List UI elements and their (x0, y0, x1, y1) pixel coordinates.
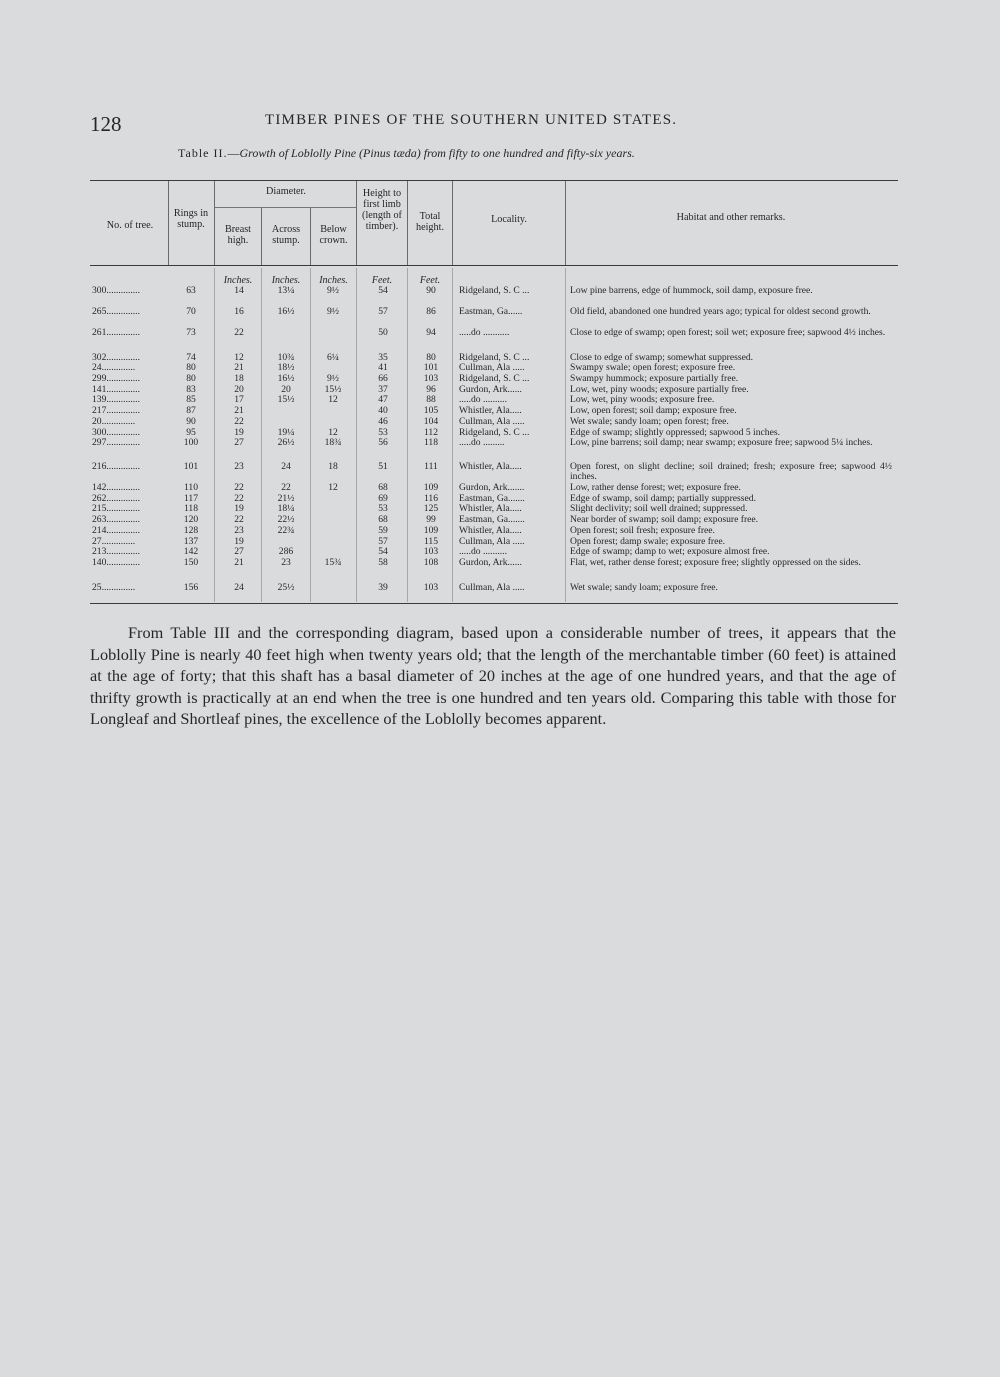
cell-rings: 150 (183, 557, 199, 568)
column-divider (261, 268, 262, 602)
tree-number: 141 (92, 384, 107, 395)
tree-number: 20 (92, 416, 102, 427)
cell-locality: Eastman, Ga....... (459, 514, 525, 525)
column-divider (565, 268, 566, 602)
cell-total-height: 96 (426, 384, 436, 395)
cell-below-crown: 12 (328, 427, 338, 438)
cell-habitat: Low, rather dense forest; wet; exposure free. (570, 482, 741, 493)
cell-tree-number (92, 307, 168, 317)
cell-rings: 63 (186, 285, 196, 296)
cell-breast-high: 17 (234, 394, 244, 405)
cell-below-crown: 18 (328, 461, 338, 472)
cell-across-stump: 16½ (277, 306, 295, 317)
column-divider (356, 268, 357, 602)
cell-across-stump: 25½ (277, 582, 295, 593)
cell-rings: 80 (186, 373, 196, 384)
cell-height-first-limb: 40 (378, 405, 388, 416)
cell-rings: 73 (186, 327, 196, 338)
cell-tree-number (92, 504, 168, 514)
cell-rings: 118 (183, 503, 199, 514)
cell-across-stump: 13¼ (277, 285, 295, 296)
cell-rings: 101 (183, 461, 199, 472)
cell-height-first-limb: 57 (378, 306, 388, 317)
cell-rings: 100 (183, 437, 199, 448)
cell-breast-high: 19 (234, 503, 244, 514)
cell-total-height: 116 (423, 493, 439, 504)
table-caption-label: Table II. (178, 146, 228, 160)
cell-total-height: 90 (426, 285, 436, 296)
cell-rings: 85 (186, 394, 196, 405)
cell-rings: 83 (186, 384, 196, 395)
dot-leader: .............. (106, 373, 140, 384)
dot-leader: .............. (101, 362, 136, 373)
cell-height-first-limb: 47 (378, 394, 388, 405)
cell-across-stump: 19¼ (277, 427, 295, 438)
tree-number: 300 (92, 427, 107, 438)
cell-across-stump: 15½ (277, 394, 295, 405)
tree-number: 213 (92, 546, 107, 557)
column-divider (310, 268, 311, 602)
header-no-of-tree: No. of tree. (106, 220, 154, 231)
cell-across-stump: 26½ (277, 437, 295, 448)
cell-total-height: 103 (423, 582, 439, 593)
column-divider (452, 268, 453, 602)
dot-leader: .............. (106, 394, 140, 405)
page-number: 128 (90, 112, 122, 136)
tree-number: 300 (92, 285, 107, 296)
header-across-stump: Across stump. (271, 224, 301, 246)
cell-height-first-limb: 53 (378, 427, 388, 438)
diameter-header-rule (215, 207, 357, 208)
cell-breast-high: 22 (234, 482, 244, 493)
tree-number: 265 (92, 306, 107, 317)
cell-habitat: Swampy swale; open forest; exposure free. (570, 362, 736, 373)
cell-breast-high: 27 (234, 546, 244, 557)
cell-locality: Cullman, Ala ..... (459, 582, 525, 593)
cell-height-first-limb: 69 (378, 493, 388, 504)
cell-height-first-limb: 68 (378, 482, 388, 493)
dot-leader: .............. (106, 405, 140, 416)
cell-height-first-limb: 37 (378, 384, 388, 395)
cell-locality: .....do .......... (459, 546, 507, 557)
cell-habitat: Edge of swamp; damp to wet; exposure almost free. (570, 546, 770, 557)
cell-breast-high: 19 (234, 427, 244, 438)
dot-leader: .............. (106, 493, 140, 504)
cell-tree-number (92, 417, 168, 427)
cell-rings: 95 (186, 427, 196, 438)
tree-number: 299 (92, 373, 107, 384)
cell-habitat: Open forest; soil fresh; exposure free. (570, 525, 715, 536)
cell-total-height: 115 (423, 536, 439, 547)
cell-habitat: Slight declivity; soil well drained; suppressed. (570, 503, 748, 514)
dot-leader: .............. (106, 461, 140, 472)
dot-leader: .............. (106, 437, 140, 448)
cell-total-height: 125 (423, 503, 439, 514)
unit-breast: Inches. (223, 275, 253, 286)
cell-height-first-limb: 57 (378, 536, 388, 547)
cell-breast-high: 24 (234, 582, 244, 593)
cell-height-first-limb: 35 (378, 352, 388, 363)
cell-total-height: 103 (423, 373, 439, 384)
unit-across: Inches. (271, 275, 301, 286)
cell-locality: Whistler, Ala..... (459, 503, 522, 514)
cell-across-stump: 16½ (277, 373, 295, 384)
cell-habitat: Edge of swamp, soil damp; partially suppressed. (570, 493, 756, 504)
dot-leader: .............. (106, 427, 140, 438)
cell-locality: Ridgeland, S. C ... (459, 285, 530, 296)
header-total-height: Total height. (415, 211, 444, 233)
table-bottom-rule (90, 603, 898, 604)
cell-across-stump: 10¾ (277, 352, 295, 363)
cell-across-stump: 22¾ (277, 525, 295, 536)
table-caption-text: Growth of Loblolly Pine (Pinus tæda) from fifty to one hundred and fifty-six years. (239, 146, 635, 160)
cell-breast-high: 22 (234, 493, 244, 504)
cell-across-stump: 18¼ (277, 503, 295, 514)
cell-locality: Gurdon, Ark....... (459, 482, 525, 493)
cell-below-crown: 9½ (327, 373, 339, 384)
header-locality: Locality. (491, 214, 527, 225)
cell-habitat: Low pine barrens, edge of hummock, soil damp, exposure free. (570, 285, 813, 296)
cell-height-first-limb: 54 (378, 285, 388, 296)
header-habitat: Habitat and other remarks. (676, 212, 786, 223)
cell-breast-high: 18 (234, 373, 244, 384)
tree-number: 27 (92, 536, 102, 547)
cell-habitat: Wet swale; sandy loam; exposure free. (570, 582, 718, 593)
cell-locality: Ridgeland, S. C ... (459, 373, 530, 384)
cell-height-first-limb: 39 (378, 582, 388, 593)
table-top-rule (90, 180, 898, 181)
cell-breast-high: 20 (234, 384, 244, 395)
tree-number: 214 (92, 525, 107, 536)
cell-total-height: 105 (423, 405, 439, 416)
tree-number: 261 (92, 327, 107, 338)
cell-habitat: Close to edge of swamp; somewhat suppressed. (570, 352, 754, 363)
header-bottom-rule (90, 265, 898, 266)
dot-leader: .............. (101, 582, 136, 593)
cell-total-height: 108 (423, 557, 439, 568)
cell-rings: 80 (186, 362, 196, 373)
table-caption (178, 146, 635, 161)
cell-locality: Eastman, Ga....... (459, 493, 525, 504)
dot-leader: .............. (106, 327, 140, 338)
cell-habitat: Flat, wet, rather dense forest; exposure free; slightly oppressed on the sides. (570, 557, 861, 568)
dot-leader: .............. (106, 546, 140, 557)
cell-breast-high: 14 (234, 285, 244, 296)
cell-rings: 70 (186, 306, 196, 317)
dot-leader: .............. (101, 416, 136, 427)
cell-tree-number (92, 286, 168, 296)
cell-locality: Whistler, Ala..... (459, 405, 522, 416)
running-head: TIMBER PINES OF THE SOUTHERN UNITED STATES. (265, 112, 678, 128)
cell-total-height: 88 (426, 394, 436, 405)
header-rings: Rings in stump. (173, 208, 209, 230)
dot-leader: .............. (106, 285, 140, 296)
cell-tree-number (92, 515, 168, 525)
cell-locality: .....do ......... (459, 437, 505, 448)
cell-habitat: Low, pine barrens; soil damp; near swamp; exposure free; sapwood 5¼ inches. (570, 437, 873, 448)
cell-habitat: Edge of swamp; slightly oppressed; sapwood 5 inches. (570, 427, 780, 438)
cell-total-height: 94 (426, 327, 436, 338)
cell-total-height: 99 (426, 514, 436, 525)
tree-number: 215 (92, 503, 107, 514)
cell-breast-high: 12 (234, 352, 244, 363)
cell-below-crown: 12 (328, 482, 338, 493)
cell-rings: 120 (183, 514, 199, 525)
cell-tree-number (92, 328, 168, 338)
table-caption-dash: — (227, 146, 240, 160)
cell-locality: Gurdon, Ark...... (459, 557, 522, 568)
cell-total-height: 86 (426, 306, 436, 317)
cell-tree-number (92, 526, 168, 536)
unit-height-first-limb: Feet. (371, 275, 393, 286)
cell-total-height: 80 (426, 352, 436, 363)
cell-height-first-limb: 56 (378, 437, 388, 448)
header-height-first-limb: Height to first limb (length of timber). (362, 188, 402, 232)
cell-locality: Whistler, Ala..... (459, 525, 522, 536)
cell-across-stump: 22½ (277, 514, 295, 525)
cell-tree-number (92, 374, 168, 384)
tree-number: 140 (92, 557, 107, 568)
cell-height-first-limb: 58 (378, 557, 388, 568)
cell-habitat: Wet swale; sandy loam; open forest; free. (570, 416, 729, 427)
dot-leader: .............. (106, 514, 140, 525)
cell-total-height: 109 (423, 525, 439, 536)
cell-breast-high: 27 (234, 437, 244, 448)
cell-below-crown: 15½ (324, 384, 342, 395)
cell-across-stump: 23 (281, 557, 291, 568)
cell-across-stump: 24 (281, 461, 291, 472)
tree-number: 25 (92, 582, 102, 593)
cell-rings: 87 (186, 405, 196, 416)
cell-height-first-limb: 66 (378, 373, 388, 384)
dot-leader: .............. (106, 384, 140, 395)
cell-rings: 74 (186, 352, 196, 363)
cell-habitat: Close to edge of swamp; open forest; soil wet; exposure free; sapwood 4½ inches. (570, 327, 886, 338)
cell-total-height: 109 (423, 482, 439, 493)
dot-leader: .............. (106, 525, 140, 536)
cell-total-height: 118 (423, 437, 439, 448)
cell-breast-high: 22 (234, 327, 244, 338)
cell-below-crown: 9½ (327, 306, 339, 317)
cell-tree-number (92, 483, 168, 493)
cell-habitat: Open forest, on slight decline; soil drained; fresh; exposure free; sapwood 4½ inches. (570, 461, 892, 483)
cell-tree-number (92, 406, 168, 416)
cell-habitat: Swampy hummock; exposure partially free. (570, 373, 739, 384)
cell-height-first-limb: 53 (378, 503, 388, 514)
cell-breast-high: 16 (234, 306, 244, 317)
cell-rings: 117 (183, 493, 199, 504)
cell-locality: Cullman, Ala ..... (459, 536, 525, 547)
cell-total-height: 103 (423, 546, 439, 557)
cell-across-stump: 18½ (277, 362, 295, 373)
cell-across-stump: 286 (278, 546, 294, 557)
unit-below: Inches. (319, 275, 348, 286)
cell-rings: 110 (183, 482, 199, 493)
cell-breast-high: 19 (234, 536, 244, 547)
cell-tree-number (92, 583, 168, 593)
cell-across-stump: 20 (281, 384, 291, 395)
header-diameter: Diameter. (266, 186, 306, 197)
cell-rings: 142 (183, 546, 199, 557)
cell-locality: Cullman, Ala ..... (459, 362, 525, 373)
cell-locality: Cullman, Ala ..... (459, 416, 525, 427)
cell-rings: 156 (183, 582, 199, 593)
unit-total-height: Feet. (419, 275, 441, 286)
tree-number: 217 (92, 405, 107, 416)
tree-number: 302 (92, 352, 107, 363)
tree-number: 216 (92, 461, 107, 472)
dot-leader: .............. (106, 482, 140, 493)
tree-number: 297 (92, 437, 107, 448)
cell-breast-high: 22 (234, 416, 244, 427)
cell-total-height: 104 (423, 416, 439, 427)
cell-height-first-limb: 50 (378, 327, 388, 338)
tree-number: 24 (92, 362, 102, 373)
column-divider (214, 268, 215, 602)
cell-total-height: 101 (423, 362, 439, 373)
column-divider (168, 181, 169, 265)
cell-tree-number (92, 558, 168, 568)
cell-tree-number (92, 462, 168, 472)
cell-breast-high: 23 (234, 461, 244, 472)
cell-height-first-limb: 46 (378, 416, 388, 427)
cell-locality: Ridgeland, S. C ... (459, 427, 530, 438)
cell-height-first-limb: 68 (378, 514, 388, 525)
tree-number: 263 (92, 514, 107, 525)
cell-rings: 90 (186, 416, 196, 427)
cell-habitat: Low, wet, piny woods; exposure partially free. (570, 384, 749, 395)
cell-rings: 128 (183, 525, 199, 536)
tree-number: 139 (92, 394, 107, 405)
dot-leader: .............. (106, 503, 140, 514)
cell-below-crown: 12 (328, 394, 338, 405)
cell-breast-high: 22 (234, 514, 244, 525)
cell-height-first-limb: 51 (378, 461, 388, 472)
cell-breast-high: 23 (234, 525, 244, 536)
dot-leader: .............. (106, 306, 140, 317)
body-paragraph: From Table III and the corresponding diagram, based upon a considerable number of trees, it appears that the Loblolly Pine is nearly 40 feet high when twenty years old; that the length of the merchantable timber (60 feet) is attained at the age of forty; that this shaft has a basal diameter of 20 inches at the age of one hundred years, and that the age of thrifty growth is practically at an end when the tree is one hundred and ten years old. Comparing this table with those for Longleaf and Shortleaf pines, the excellence of the Loblolly becomes apparent. (90, 623, 896, 728)
header-breast-high: Breast high. (224, 224, 252, 246)
cell-locality: Gurdon, Ark...... (459, 384, 522, 395)
cell-habitat: Old field, abandoned one hundred years ago; typical for oldest second growth. (570, 306, 871, 317)
cell-below-crown: 18¾ (324, 437, 342, 448)
cell-locality: .....do .......... (459, 394, 507, 405)
cell-breast-high: 21 (234, 362, 244, 373)
cell-height-first-limb: 41 (378, 362, 388, 373)
cell-tree-number (92, 363, 168, 373)
cell-below-crown: 6¼ (327, 352, 339, 363)
cell-locality: Eastman, Ga...... (459, 306, 523, 317)
dot-leader: .............. (101, 536, 136, 547)
cell-below-crown: 9½ (327, 285, 339, 296)
cell-tree-number (92, 547, 168, 557)
cell-height-first-limb: 59 (378, 525, 388, 536)
header-below-crown: Below crown. (319, 224, 348, 246)
cell-tree-number (92, 395, 168, 405)
cell-habitat: Low, open forest; soil damp; exposure free. (570, 405, 737, 416)
cell-breast-high: 21 (234, 557, 244, 568)
tree-number: 142 (92, 482, 107, 493)
cell-locality: .....do ........... (459, 327, 510, 338)
cell-habitat: Near border of swamp; soil damp; exposure free. (570, 514, 759, 525)
cell-height-first-limb: 54 (378, 546, 388, 557)
cell-habitat: Low, wet, piny woods; exposure free. (570, 394, 715, 405)
cell-rings: 137 (183, 536, 199, 547)
cell-total-height: 112 (423, 427, 439, 438)
cell-total-height: 111 (424, 461, 438, 472)
cell-breast-high: 21 (234, 405, 244, 416)
column-divider (565, 181, 566, 265)
cell-across-stump: 22 (281, 482, 291, 493)
cell-across-stump: 21½ (277, 493, 295, 504)
cell-locality: Whistler, Ala..... (459, 461, 522, 472)
tree-number: 262 (92, 493, 107, 504)
cell-tree-number (92, 438, 168, 448)
cell-habitat: Open forest; damp swale; exposure free. (570, 536, 726, 547)
cell-locality: Ridgeland, S. C ... (459, 352, 530, 363)
dot-leader: .............. (106, 352, 140, 363)
cell-below-crown: 15¾ (324, 557, 342, 568)
dot-leader: .............. (106, 557, 140, 568)
